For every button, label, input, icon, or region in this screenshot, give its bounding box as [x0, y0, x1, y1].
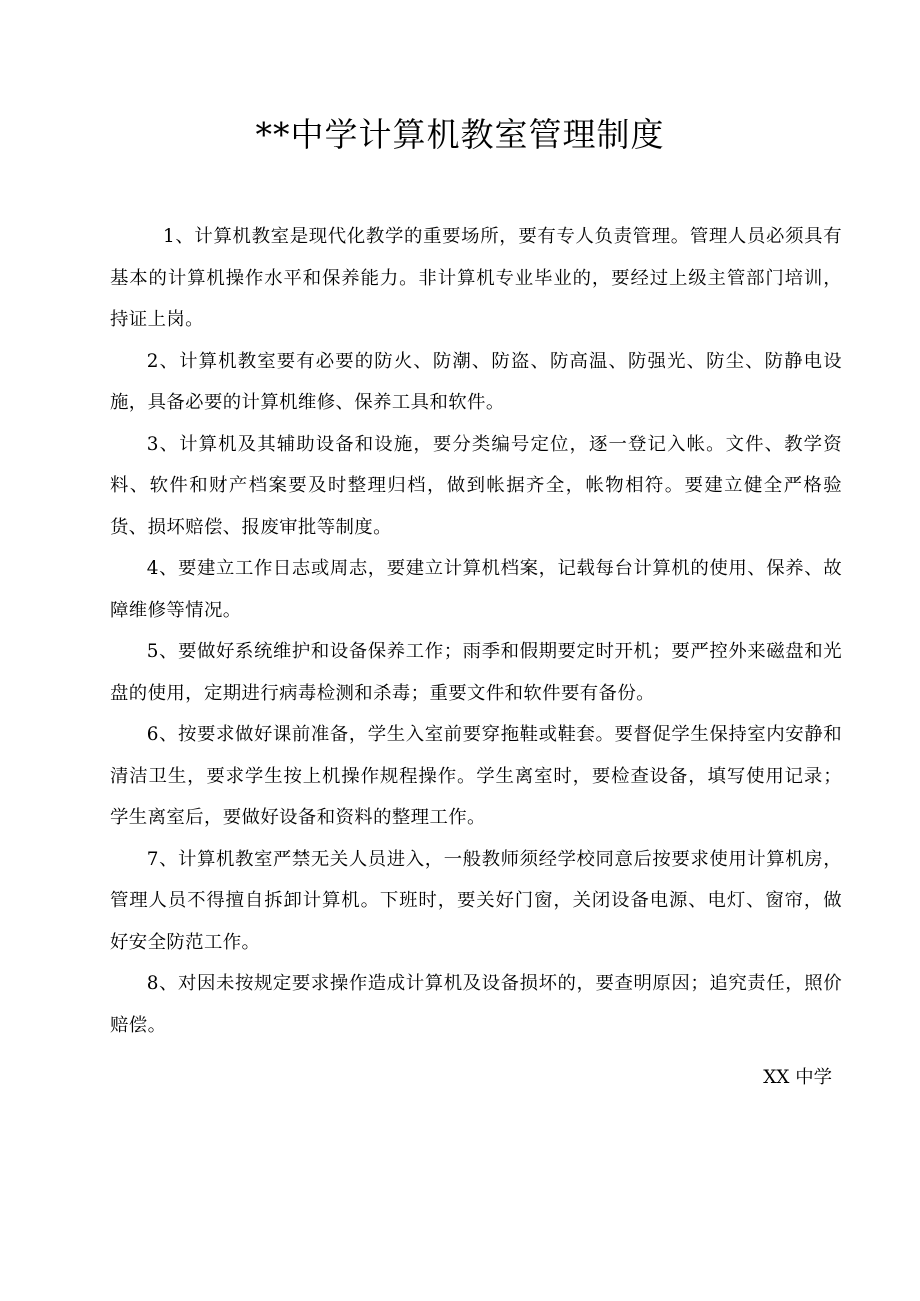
document-title: **中学计算机教室管理制度 [255, 115, 665, 154]
rule-paragraph-3: 3、计算机及其辅助设备和设施，要分类编号定位，逐一登记入帐。文件、教学资料、软件和财产档案要及时整理归档，做到帐据齐全，帐物相符。要建立健全严格验货、损坏赔偿、报废审批等制度。 [110, 433, 842, 538]
rule-paragraph-5: 5、要做好系统维护和设备保养工作；雨季和假期要定时开机；要严控外来磁盘和光盘的使用，定期进行病毒检测和杀毒；重要文件和软件要有备份。 [110, 641, 842, 704]
rule-paragraph-2: 2、计算机教室要有必要的防火、防潮、防盗、防高温、防强光、防尘、防静电设施，具备必要的计算机维修、保养工具和软件。 [110, 350, 842, 413]
rule-paragraph-4: 4、要建立工作日志或周志，要建立计算机档案，记载每台计算机的使用、保养、故障维修等情况。 [110, 558, 842, 621]
document-body [110, 216, 842, 1046]
rule-paragraph-6: 6、按要求做好课前准备，学生入室前要穿拖鞋或鞋套。要督促学生保持室内安静和清洁卫生，要求学生按上机操作规程操作。学生离室时，要检查设备，填写使用记录；学生离室后，要做好设备和资料的整理工作。 [110, 724, 842, 828]
rule-paragraph-7: 7、计算机教室严禁无关人员进入，一般教师须经学校同意后按要求使用计算机房，管理人员不得擅自拆卸计算机。下班时，要关好门窗，关闭设备电源、电灯、窗帘，做好安全防范工作。 [110, 848, 842, 953]
school-signature: XX 中学 [763, 1067, 832, 1088]
rule-paragraph-1: 1、计算机教室是现代化教学的重要场所，要有专人负责管理。管理人员必须具有基本的计算机操作水平和保养能力。非计算机专业毕业的，要经过上级主管部门培训，持证上岗。 [110, 226, 842, 330]
rule-paragraph-8: 8、对因未按规定要求操作造成计算机及设备损坏的，要查明原因；追究责任，照价赔偿。 [110, 973, 842, 1036]
